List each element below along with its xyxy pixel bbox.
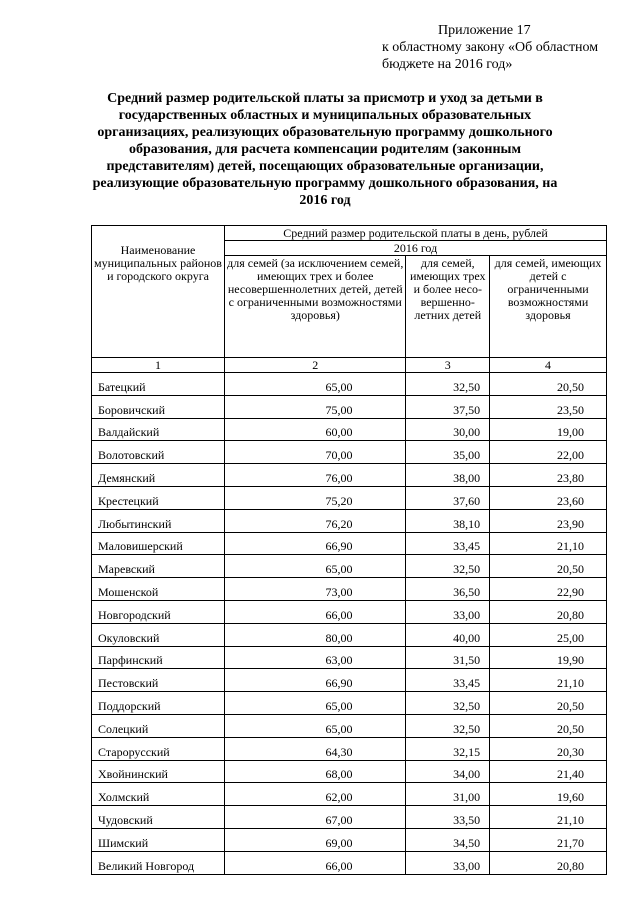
value-col3: 32,50 xyxy=(406,373,490,396)
column-number: 3 xyxy=(406,358,490,373)
appendix-number: Приложение 17 xyxy=(438,23,531,38)
table-row xyxy=(92,395,607,418)
appendix-note xyxy=(382,22,632,73)
value-col3: 30,00 xyxy=(406,418,490,441)
value-col2: 66,00 xyxy=(225,600,406,623)
district-name: Пестовский xyxy=(92,669,225,692)
value-col4: 20,80 xyxy=(490,600,607,623)
value-col2: 65,00 xyxy=(225,555,406,578)
header-col3: для семей, имеющих трех и более несо-вершенно-летних детей xyxy=(406,256,490,358)
table-row xyxy=(92,555,607,578)
district-name: Батецкий xyxy=(92,373,225,396)
table-row xyxy=(92,600,607,623)
district-name: Чудовский xyxy=(92,806,225,829)
value-col3: 32,50 xyxy=(406,692,490,715)
value-col2: 66,00 xyxy=(225,851,406,874)
table-row xyxy=(92,737,607,760)
district-name: Боровичский xyxy=(92,395,225,418)
header-col2: для семей (за исключением семей, имеющих трех и более несовершеннолетних детей, детей с ограниченными возможностями здоровья) xyxy=(225,256,406,358)
table-row xyxy=(92,828,607,851)
table-row xyxy=(92,623,607,646)
value-col2: 75,20 xyxy=(225,486,406,509)
value-col2: 68,00 xyxy=(225,760,406,783)
value-col2: 60,00 xyxy=(225,418,406,441)
value-col2: 66,90 xyxy=(225,532,406,555)
value-col2: 67,00 xyxy=(225,806,406,829)
district-name: Любытинский xyxy=(92,509,225,532)
value-col2: 65,00 xyxy=(225,373,406,396)
value-col2: 73,00 xyxy=(225,578,406,601)
table-row xyxy=(92,806,607,829)
value-col3: 31,00 xyxy=(406,783,490,806)
value-col4: 22,00 xyxy=(490,441,607,464)
table-body xyxy=(92,373,607,875)
header-group: Средний размер родительской платы в день, рублей xyxy=(225,226,607,241)
fee-table xyxy=(91,225,607,875)
table-row xyxy=(92,486,607,509)
value-col4: 19,00 xyxy=(490,418,607,441)
value-col4: 19,60 xyxy=(490,783,607,806)
district-name: Холмский xyxy=(92,783,225,806)
value-col3: 38,00 xyxy=(406,464,490,487)
value-col4: 23,60 xyxy=(490,486,607,509)
value-col4: 25,00 xyxy=(490,623,607,646)
value-col3: 33,45 xyxy=(406,532,490,555)
header-col4: для семей, имеющих детей с ограниченными возможностями здоровья xyxy=(490,256,607,358)
table-row xyxy=(92,669,607,692)
value-col3: 37,60 xyxy=(406,486,490,509)
column-numbers-row xyxy=(92,358,607,373)
value-col4: 20,50 xyxy=(490,373,607,396)
table-row xyxy=(92,441,607,464)
appendix-law-ref: к областному закону «Об областном xyxy=(382,40,599,55)
value-col2: 76,00 xyxy=(225,464,406,487)
table-row xyxy=(92,646,607,669)
value-col4: 22,90 xyxy=(490,578,607,601)
district-name: Хвойнинский xyxy=(92,760,225,783)
district-name: Мошенской xyxy=(92,578,225,601)
table-row xyxy=(92,783,607,806)
value-col2: 63,00 xyxy=(225,646,406,669)
value-col4: 20,30 xyxy=(490,737,607,760)
value-col4: 23,90 xyxy=(490,509,607,532)
district-name: Поддорский xyxy=(92,692,225,715)
district-name: Валдайский xyxy=(92,418,225,441)
value-col3: 33,00 xyxy=(406,600,490,623)
district-name: Маревский xyxy=(92,555,225,578)
value-col4: 19,90 xyxy=(490,646,607,669)
district-name: Шимский xyxy=(92,828,225,851)
value-col4: 21,10 xyxy=(490,532,607,555)
value-col4: 23,80 xyxy=(490,464,607,487)
value-col2: 65,00 xyxy=(225,714,406,737)
table-row xyxy=(92,714,607,737)
value-col2: 76,20 xyxy=(225,509,406,532)
table-row xyxy=(92,760,607,783)
value-col3: 33,45 xyxy=(406,669,490,692)
table-row xyxy=(92,373,607,396)
value-col2: 70,00 xyxy=(225,441,406,464)
value-col3: 33,50 xyxy=(406,806,490,829)
district-name: Маловишерский xyxy=(92,532,225,555)
table-row xyxy=(92,578,607,601)
value-col4: 21,10 xyxy=(490,806,607,829)
value-col2: 75,00 xyxy=(225,395,406,418)
district-name: Старорусский xyxy=(92,737,225,760)
district-name: Парфинский xyxy=(92,646,225,669)
column-number: 1 xyxy=(92,358,225,373)
value-col3: 32,50 xyxy=(406,555,490,578)
table-row xyxy=(92,509,607,532)
district-name: Окуловский xyxy=(92,623,225,646)
value-col2: 80,00 xyxy=(225,623,406,646)
district-name: Солецкий xyxy=(92,714,225,737)
value-col2: 66,90 xyxy=(225,669,406,692)
value-col2: 62,00 xyxy=(225,783,406,806)
value-col3: 32,15 xyxy=(406,737,490,760)
value-col3: 38,10 xyxy=(406,509,490,532)
value-col3: 35,00 xyxy=(406,441,490,464)
table-row xyxy=(92,532,607,555)
value-col4: 23,50 xyxy=(490,395,607,418)
value-col4: 20,80 xyxy=(490,851,607,874)
document-title: Средний размер родительской платы за присмотр и уход за детьми в государственных областных и муниципальных образовательных организациях, реализующих образовательную программу дошкольного образования, для расчета компенсации родителям (законным представителям) детей, посещающих образовательные организации, реализующие образовательную программу дошкольного образования, на 2016 год xyxy=(92,91,558,208)
value-col3: 36,50 xyxy=(406,578,490,601)
district-name: Крестецкий xyxy=(92,486,225,509)
table-row xyxy=(92,851,607,874)
column-number: 2 xyxy=(225,358,406,373)
value-col4: 21,10 xyxy=(490,669,607,692)
column-number: 4 xyxy=(490,358,607,373)
value-col3: 40,00 xyxy=(406,623,490,646)
value-col4: 21,40 xyxy=(490,760,607,783)
value-col2: 69,00 xyxy=(225,828,406,851)
district-name: Великий Новгород xyxy=(92,851,225,874)
header-year: 2016 год xyxy=(225,241,607,256)
table-row xyxy=(92,464,607,487)
value-col3: 31,50 xyxy=(406,646,490,669)
value-col3: 34,50 xyxy=(406,828,490,851)
value-col3: 34,00 xyxy=(406,760,490,783)
district-name: Новгородский xyxy=(92,600,225,623)
table-row xyxy=(92,418,607,441)
appendix-law-ref-cont: бюджете на 2016 год» xyxy=(382,57,513,72)
value-col4: 20,50 xyxy=(490,714,607,737)
value-col4: 21,70 xyxy=(490,828,607,851)
value-col3: 37,50 xyxy=(406,395,490,418)
value-col3: 33,00 xyxy=(406,851,490,874)
district-name: Волотовский xyxy=(92,441,225,464)
header-name: Наименование муниципальных районов и городского округа xyxy=(92,226,225,358)
district-name: Демянский xyxy=(92,464,225,487)
value-col2: 64,30 xyxy=(225,737,406,760)
value-col4: 20,50 xyxy=(490,555,607,578)
value-col2: 65,00 xyxy=(225,692,406,715)
table-row xyxy=(92,692,607,715)
value-col4: 20,50 xyxy=(490,692,607,715)
value-col3: 32,50 xyxy=(406,714,490,737)
